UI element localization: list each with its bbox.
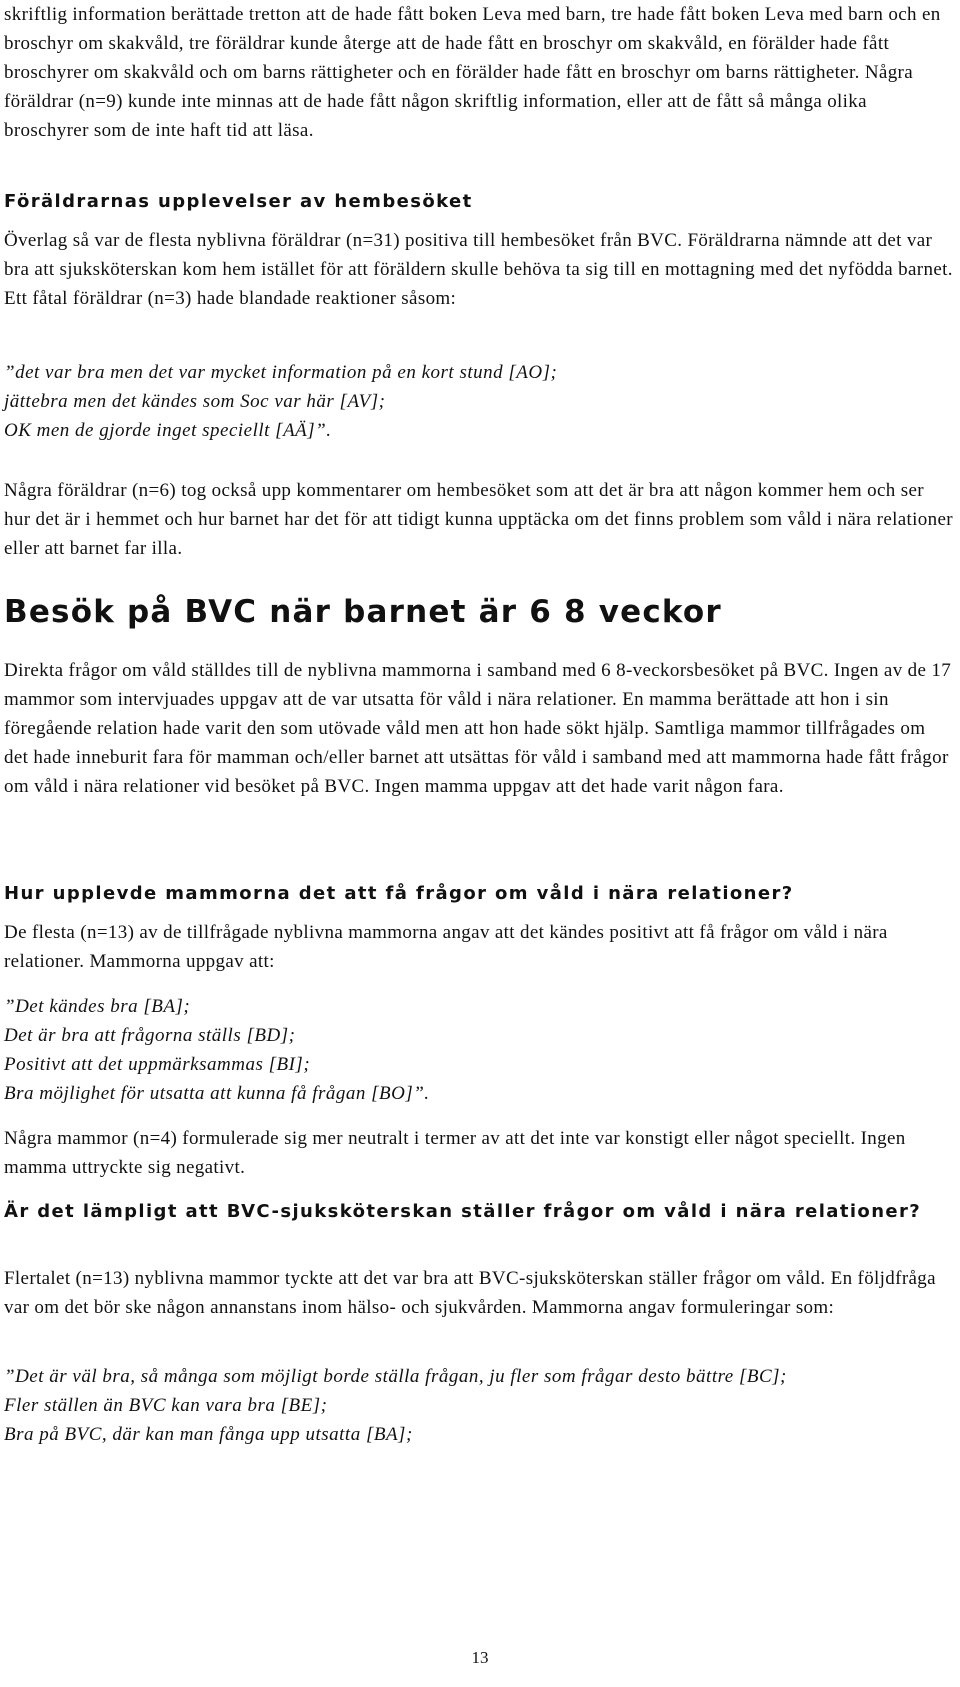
heading-home-visit: Föräldrarnas upplevelser av hembesöket (4, 191, 473, 212)
paragraph-bvc-visit: Direkta frågor om våld ställdes till de nyblivna mammorna i samband med 6 8-veckorsbesöket på BVC. Ingen av de 17 mammor som intervjuades uppgav att de var utsatta för våld i nära relationer. En mamma berättade att hon i sin föregående relation hade varit den som utövade våld men att hon hade sökt hjälp. Samtliga mammor tillfrågades om det hade inneburit fara för mamman och/eller barnet att utsättas för våld i samband med att mammorna hade fått frågor om våld i nära relationer vid besöket på BVC. Ingen mamma uppgav att det hade varit någon fara. (4, 660, 952, 797)
quote-block-experience (4, 992, 954, 1108)
quote-line: jättebra men det kändes som Soc var här [AV]; (4, 391, 386, 412)
quote-line: Bra möjlighet för utsatta att kunna få frågan [BO]”. (4, 1083, 430, 1104)
paragraph-experience-2: Några mammor (n=4) formulerade sig mer neutralt i termer av att det inte var konstigt eller något speciellt. Ingen mamma uttryckte sig negativt. (4, 1128, 906, 1178)
quote-line: OK men de gjorde inget speciellt [AÄ]”. (4, 420, 332, 441)
quote-line: Positivt att det uppmärksammas [BI]; (4, 1054, 311, 1075)
quote-line: Fler ställen än BVC kan vara bra [BE]; (4, 1395, 328, 1416)
page-number: 13 (471, 1648, 489, 1667)
quote-line: Det är bra att frågorna ställs [BD]; (4, 1025, 296, 1046)
quote-line: Bra på BVC, där kan man fånga upp utsatta [BA]; (4, 1424, 413, 1445)
paragraph-home-visit: Överlag så var de flesta nyblivna föräldrar (n=31) positiva till hembesöket från BVC. Föräldrarna nämnde att det var bra att sjuksköterskan kom hem istället för att föräldern skulle behöva ta sig till en mottagning med det nyfödda barnet. Ett fåtal föräldrar (n=3) hade blandade reaktioner såsom: (4, 230, 953, 309)
intro-paragraph: skriftlig information berättade tretton att de hade fått boken Leva med barn, tre hade fått boken Leva med barn och en broschyr om skakvåld, tre föräldrar kunde återge att de hade fått en broschyr om skakvåld, en förälder hade fått broschyrer om skakvåld och om barns rättigheter och en förälder hade fått en broschyr om barns rättigheter. Några föräldrar (n=9) kunde inte minnas att de hade fått någon skriftlig information, eller att de fått så många olika broschyrer som de inte haft tid att läsa. (4, 4, 941, 141)
paragraph-home-visit-2: Några föräldrar (n=6) tog också upp kommentarer om hembesöket som att det är bra att någon kommer hem och ser hur det är i hemmet och hur barnet har det för att tidigt kunna upptäcka om det finns problem som våld i nära relationer eller att barnet far illa. (4, 480, 953, 559)
paragraph-appropriate: Flertalet (n=13) nyblivna mammor tyckte att det var bra att BVC-sjuksköterskan ställer frågor om våld. En följdfråga var om det bör ske någon annanstans inom hälso- och sjukvården. Mammorna angav formuleringar som: (4, 1268, 936, 1318)
heading-bvc-visit: Besök på BVC när barnet är 6 8 veckor (4, 594, 722, 630)
quote-block-home-visit (4, 358, 954, 445)
quote-line: ”Det är väl bra, så många som möjligt borde ställa frågan, ju fler som frågar desto bättre [BC]; (4, 1366, 787, 1387)
heading-experience: Hur upplevde mammorna det att få frågor om våld i nära relationer? (4, 883, 794, 904)
paragraph-experience: De flesta (n=13) av de tillfrågade nyblivna mammorna angav att det kändes positivt att få frågor om våld i nära relationer. Mammorna uppgav att: (4, 922, 888, 972)
heading-appropriate: Är det lämpligt att BVC-sjuksköterskan ställer frågor om våld i nära relationer? (4, 1201, 922, 1222)
quote-block-appropriate (4, 1362, 954, 1449)
quote-line: ”det var bra men det var mycket information på en kort stund [AO]; (4, 362, 558, 383)
quote-line: ”Det kändes bra [BA]; (4, 996, 191, 1017)
